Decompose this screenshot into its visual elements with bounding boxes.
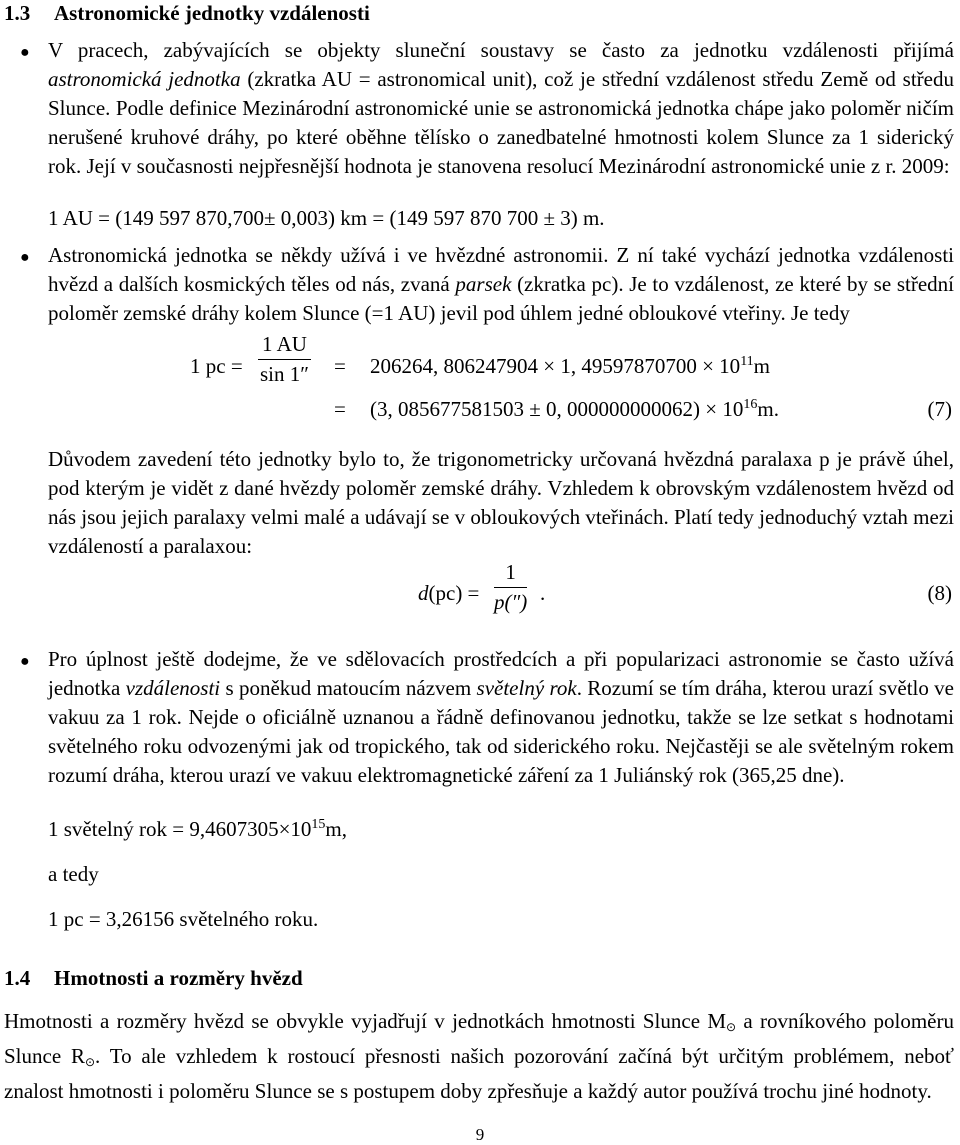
emphasis: parsek (455, 272, 512, 296)
eq7-numerator: 1 AU (258, 332, 311, 360)
au-value: 1 AU = (149 597 870,700± 0,003) km = (149 597 870 700 ± 3) m. (48, 206, 605, 230)
section-heading-1-3 (4, 1, 370, 26)
eq7-fraction (258, 332, 311, 387)
text: . Rozumí se tím dráha, kterou urazí světlo ve vakuu za 1 rok. Nejde o oficiálně uznanou a řádně definovanou jednotku, takže se lze setkat s hodnotami světelného roku odvozenými jak od tropického, tak od siderického roku. Nejčastěji se ale světelným rokem rozumí dráha, kterou urazí ve vakuu elektromagnetické záření za 1 Juliánský rok (365,25 dne). (48, 676, 955, 787)
bullet-icon: ● (20, 653, 30, 670)
emphasis: vzdálenosti (125, 676, 221, 700)
paragraph-parsec (48, 241, 954, 328)
text: Astronomická jednotka se někdy užívá i ve hvězdné astronomii. Z ní také vychází jednotka vzdálenosti hvězd a dalších kosmických těles od nás, zvaná (48, 243, 954, 296)
eq7-label: (7) (927, 397, 952, 421)
eq8-denominator: p(″) (494, 590, 528, 614)
section-number: 1.3 (4, 1, 31, 25)
page-number: 9 (475, 1125, 485, 1144)
section-title: Hmotnosti a rozměry hvězd (54, 966, 303, 990)
emphasis: světelný rok (476, 676, 577, 700)
paragraph-parallax: Důvodem zavedení této jednotky bylo to, že trigonometricky určovaná hvězdná paralaxa p je právě úhel, pod kterým je vidět z dané hvězdy poloměr zemské dráhy. Vzhledem k obrovským vzdálenostem hvězd od nás jsou jejich paralaxy velmi malé a udávají se v obloukových vteřinách. Platí tedy jednoduchý vztah mezi vzdáleností a paralaxou: (48, 447, 954, 558)
text: (zkratka AU = astronomical unit), což je střední vzdálenost středu Země od středu Slunce. Podle definice Mezinárodní astronomické unie se astronomická jednotka chápe jako poloměr ničím nerušené kruhové dráhy, po které oběhne tělísko o zanedbatelné hmotnosti kolem Slunce za 1 siderický rok. Její v současnosti nejpřesnější hodnota je stanovena resolucí Mezinárodní astronomické unie z r. 2009: (48, 67, 954, 178)
exponent: 15 (311, 817, 326, 832)
exponent: 11 (740, 354, 754, 369)
text: (3, 085677581503 ± 0, 000000000062) × 10 (370, 397, 744, 421)
eq8-lhs: d(pc) = (418, 581, 480, 605)
paragraph-masses (4, 1007, 954, 1106)
bullet-icon: ● (20, 249, 30, 266)
sun-symbol: ⊙ (84, 1055, 96, 1069)
text: m, (325, 817, 348, 841)
eq8-label: (8) (927, 581, 952, 605)
text: (zkratka pc). Je to vzdálenost, ze které by se střední poloměr zemské dráhy kolem Slunce (=1 AU) jevil pod úhlem jedné obloukové vteřiny. Je tedy (48, 272, 954, 325)
section-heading-1-4 (4, 966, 303, 991)
text: Hmotnosti a rozměry hvězd se obvykle vyjadřují v jednotkách hmotnosti Slunce M (4, 1009, 727, 1033)
text: a rovníkového poloměru Slunce R (4, 1009, 954, 1068)
text: 1 světelný rok = 9,4607305×10 (48, 817, 312, 841)
eq8-fraction (494, 560, 527, 615)
unit: m (753, 354, 771, 378)
unit: m. (757, 397, 779, 421)
text: Pro úplnost ještě dodejme, že ve sdělovacích prostředcích a při popularizaci astronomie se často užívá jednotka (48, 647, 954, 700)
parsec-in-light-years: 1 pc = 3,26156 světelného roku. (48, 907, 319, 931)
emphasis: astronomická jednotka (48, 67, 241, 91)
text: s poněkud matoucím názvem (220, 676, 477, 700)
bullet-icon: ● (20, 44, 30, 61)
paragraph-au (48, 36, 954, 181)
eq8-numerator: 1 (494, 560, 527, 588)
eq7-equals-2: = (334, 397, 346, 421)
section-title: Astronomické jednotky vzdálenosti (54, 1, 370, 25)
eq8-period: . (540, 581, 546, 605)
eq7-lhs: 1 pc = (190, 354, 243, 378)
sun-symbol: ⊙ (726, 1020, 737, 1034)
light-year-value (48, 817, 347, 842)
eq7-rhs-1 (370, 354, 770, 379)
a-tedy: a tedy (48, 862, 99, 886)
eq7-rhs-2 (370, 397, 779, 422)
eq7-equals-1: = (334, 354, 346, 378)
text: V pracech, zabývajících se objekty sluneční soustavy se často za jednotku vzdálenosti přijímá (48, 38, 954, 62)
section-number: 1.4 (4, 966, 31, 990)
eq7-denominator: sin 1″ (259, 362, 309, 386)
text: . To ale vzhledem k rostoucí přesnosti našich pozorování začíná být určitým problémem, neboť znalost hmotnosti i poloměru Slunce se s postupem doby zpřesňuje a každý autor používá trochu jiné hodnoty. (4, 1044, 954, 1103)
exponent: 16 (743, 397, 758, 412)
paragraph-light-year (48, 645, 954, 790)
text: 206264, 806247904 × 1, 49597870700 × 10 (370, 354, 741, 378)
